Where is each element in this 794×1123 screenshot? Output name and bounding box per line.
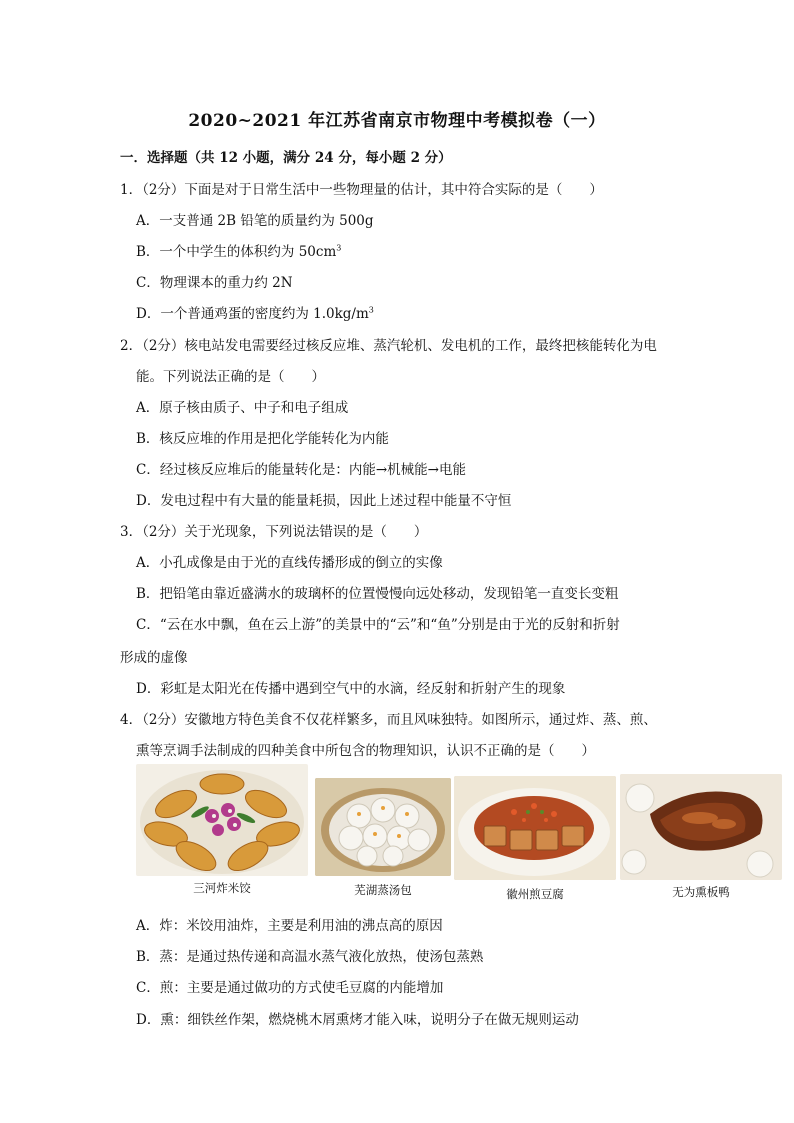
q1-option-b-text: B．一个中学生的体积约为 50cm — [136, 244, 337, 260]
q2-stem-line2: 能。下列说法正确的是（ ） — [136, 369, 325, 385]
q3-stem: 3．（2分）关于光现象，下列说法错误的是（ ） — [120, 524, 428, 540]
q1-option-d — [136, 302, 374, 322]
q4-stem-line1: 4．（2分）安徽地方特色美食不仅花样繁多，而且风味独特。如图所示，通过炸、蒸、煎、 — [120, 712, 657, 728]
q3-option-b: B．把铅笔由靠近盛满水的玻璃杯的位置慢慢向远处移动，发现铅笔一直变长变粗 — [136, 586, 619, 602]
q1-option-d-sup: 3 — [368, 305, 374, 315]
q1-option-a: A．一支普通 2B 铅笔的质量约为 500g — [136, 213, 374, 229]
q4-option-a: A．炸：米饺用油炸，主要是利用油的沸点高的原因 — [136, 918, 443, 934]
section-heading: 一．选择题（共 12 小题，满分 24 分，每小题 2 分） — [120, 150, 452, 166]
q2-option-c: C．经过核反应堆后的能量转化是：内能→机械能→电能 — [136, 462, 466, 478]
caption-soup-dumplings: 芜湖蒸汤包 — [354, 883, 412, 897]
q1-stem: 1．（2分）下面是对于日常生活中一些物理量的估计，其中符合实际的是（ ） — [120, 182, 603, 198]
q3-option-c-line1: C．“云在水中飘，鱼在云上游”的美景中的“云”和“鱼”分别是由于光的反射和折射 — [136, 617, 620, 633]
q2-option-b: B．核反应堆的作用是把化学能转化为内能 — [136, 431, 389, 447]
fried-tofu-photo — [454, 776, 616, 880]
soup-dumplings-photo — [315, 778, 451, 876]
caption-duck: 无为熏板鸭 — [672, 885, 730, 899]
caption-tofu: 徽州煎豆腐 — [506, 887, 564, 901]
q3-option-a: A．小孔成像是由于光的直线传播形成的倒立的实像 — [136, 555, 443, 571]
q1-option-c: C．物理课本的重力约 2N — [136, 275, 293, 291]
q3-option-c-line2: 形成的虚像 — [120, 650, 188, 666]
q2-option-a: A．原子核由质子、中子和电子组成 — [136, 400, 349, 416]
q4-option-b: B．蒸：是通过热传递和高温水蒸气液化放热，使汤包蒸熟 — [136, 949, 484, 965]
fried-dumplings-photo — [136, 764, 308, 876]
q1-option-b-sup: 3 — [336, 243, 342, 253]
page-title: 2020~2021 年江苏省南京市物理中考模拟卷（一） — [188, 111, 606, 131]
q1-option-d-text: D．一个普通鸡蛋的密度约为 1.0kg/m — [136, 306, 369, 322]
q3-option-d: D．彩虹是太阳光在传播中遇到空气中的水滴，经反射和折射产生的现象 — [136, 681, 566, 697]
caption-dumplings: 三河炸米饺 — [193, 881, 251, 895]
q2-option-d: D．发电过程中有大量的能量耗损，因此上述过程中能量不守恒 — [136, 493, 512, 509]
q4-stem-line2: 熏等烹调手法制成的四种美食中所包含的物理知识，认识不正确的是（ ） — [136, 743, 595, 759]
q1-option-b — [136, 240, 341, 260]
q4-option-c: C．煎：主要是通过做功的方式使毛豆腐的内能增加 — [136, 980, 444, 996]
smoked-duck-photo — [620, 774, 782, 880]
q4-option-d: D．熏：细铁丝作架，燃烧桃木屑熏烤才能入味，说明分子在做无规则运动 — [136, 1012, 579, 1028]
q2-stem-line1: 2．（2分）核电站发电需要经过核反应堆、蒸汽轮机、发电机的工作，最终把核能转化为电 — [120, 338, 657, 354]
